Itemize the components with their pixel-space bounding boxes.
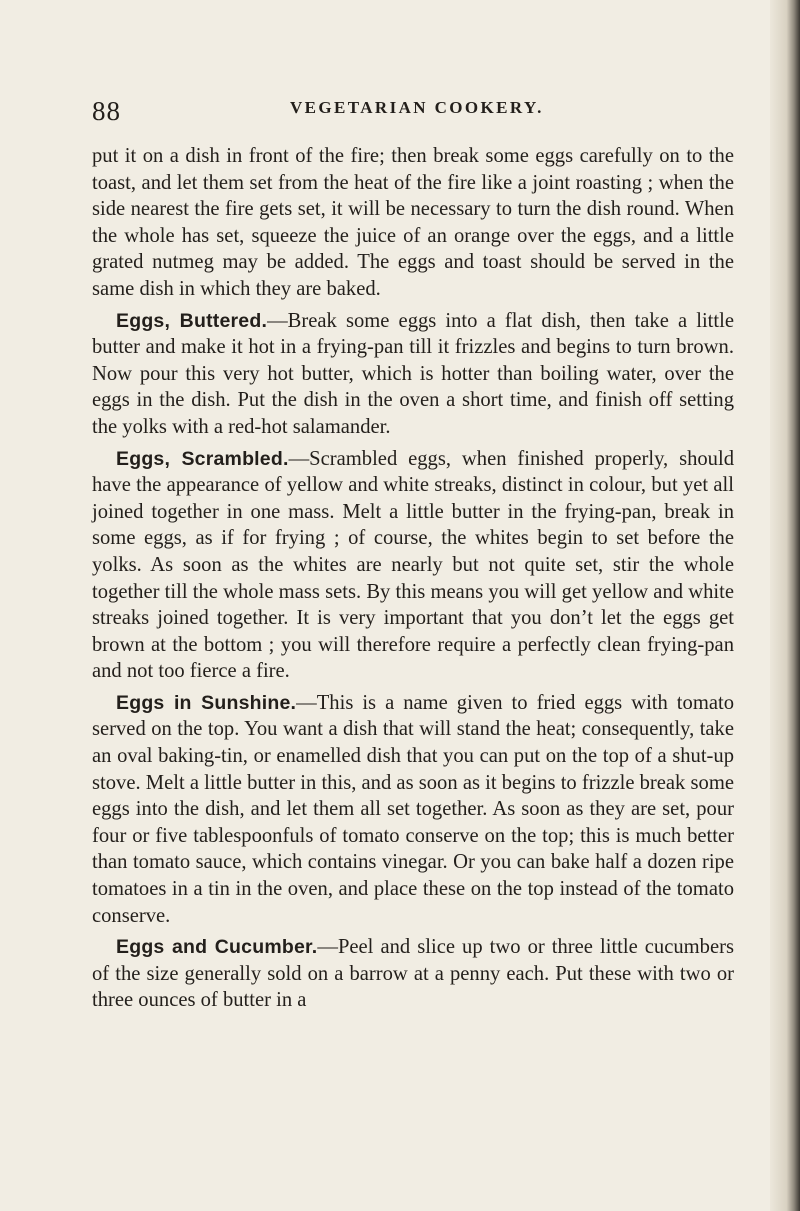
recipe-heading: Eggs and Cucumber. xyxy=(116,936,318,959)
recipe-text: —Break some eggs into a flat dish, then take a little butter and make it hot in a frying-pan till it frizzles and begins to turn brown. Now pour this very hot butter, which is hotter than boiling water, over the eggs in the dish. Put the dish in the oven a short time, and finish off setting the yolks with a red-hot salamander. xyxy=(92,309,734,438)
recipe-heading: Eggs in Sunshine. xyxy=(116,691,297,714)
page-number: 88 xyxy=(92,96,121,126)
recipe-eggs-buttered xyxy=(92,308,734,441)
recipe-eggs-scrambled xyxy=(92,446,734,685)
recipe-heading: Eggs, Scrambled. xyxy=(116,447,289,470)
recipe-heading: Eggs, Buttered. xyxy=(116,309,268,332)
recipe-text: —Scrambled eggs, when finished properly, should have the appearance of yellow and white streaks, distinct in colour, but yet all joined together in one mass. Melt a little butter in the frying-pan, break in some eggs, as if for frying ; of course, the whites begin to set before the yolks. As soon as the whites are nearly but not quite set, stir the whole together till the whole mass sets. By this means you will get yellow and white streaks joined together. It is very important that you don’t let the eggs get brown at the bottom ; you will therefore require a perfectly clean frying-pan and not too fierce a fire. xyxy=(92,447,734,683)
paragraph-text: put it on a dish in front of the fire; then break some eggs carefully on to the toast, and let them set from the heat of the fire like a joint roasting ; when the side nearest the fire gets set, it will be necessary to turn the dish round. When the whole has set, squeeze the juice of an orange over the eggs, and a little grated nutmeg may be added. The eggs and toast should be served in the same dish in which they are baked. xyxy=(92,145,734,300)
recipe-eggs-and-cucumber xyxy=(92,934,734,1014)
page-edge-shadow xyxy=(770,0,800,1211)
page-header xyxy=(92,96,732,130)
recipe-text: —Peel and slice up two or three little cucumbers of the size generally sold on a barrow at a penny each. Put these with two or three ounces of butter in a xyxy=(92,936,734,1012)
running-head: VEGETARIAN COOKERY. xyxy=(290,98,544,117)
paragraph-continuation xyxy=(92,143,734,303)
recipe-eggs-in-sunshine xyxy=(92,690,734,929)
body-text xyxy=(92,143,734,1019)
recipe-text: —This is a name given to fried eggs with tomato served on the top. You want a dish that will stand the heat; consequently, take an oval baking-tin, or enamelled dish that you can put on the top of a shut-up stove. Melt a little butter in this, and as soon as it begins to frizzle break some eggs into the dish, and let them all set together. As soon as they are set, pour four or five tablespoonfuls of tomato conserve on the top; this is much better than tomato sauce, which contains vinegar. Or you can bake half a dozen ripe tomatoes in a tin in the oven, and place these on the top instead of the tomato conserve. xyxy=(92,691,734,927)
